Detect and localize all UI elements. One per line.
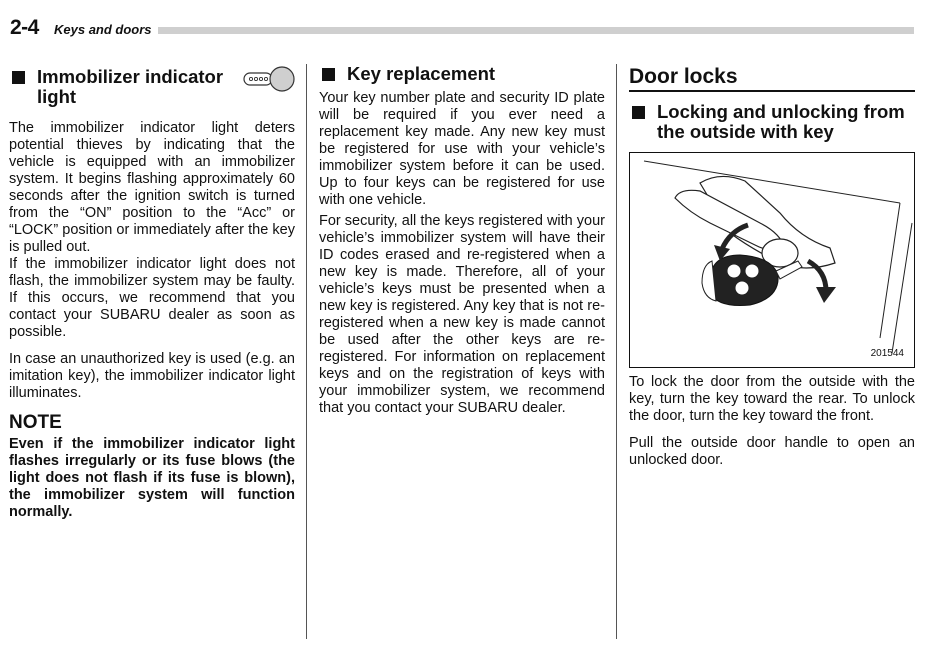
column-door-locks <box>629 64 915 469</box>
square-bullet-icon <box>632 106 645 119</box>
key-replacement-paragraph-2: For security, all the keys registered with your vehicle’s immobilizer system will have their ID codes erased and re-registered when a new key is made. Therefore, all of your vehicle’s keys must be presented when a new key is registered. Any key that is not re-registered when a new key is made cannot be used after the other keys are re-registered. For information on replacement keys and on the registration of keys with your immobilizer system, we recommend that you contact your SUBARU dealer. <box>319 213 605 416</box>
column-immobilizer <box>9 64 295 521</box>
section-heading-locking: Locking and unlocking from the outside with key <box>629 102 915 142</box>
header-bar <box>158 27 914 34</box>
section-heading-immobilizer: Immobilizer indicator light <box>9 67 295 107</box>
column-key-replacement <box>319 64 605 417</box>
heading-rule <box>629 90 915 92</box>
door-locks-heading: Door locks <box>629 65 738 88</box>
immobilizer-paragraph-1: The immobilizer indicator light deters potential thieves by indicating that the vehicle is equipped with an immobilizer system. It begins flashing approximately 60 seconds after the ignition switch is turned from the “ON” position to the “Acc” or “LOCK” position or immediately after the key is pulled out. <box>9 120 295 255</box>
note-title: NOTE <box>9 412 62 433</box>
square-bullet-icon <box>12 71 25 84</box>
door-locks-paragraph-1: To lock the door from the outside with the key, turn the key toward the rear. To unlock the door, turn the key toward the front. <box>629 373 915 424</box>
immobilizer-paragraph-2: If the immobilizer indicator light does not flash, the immobilizer system may be faulty. If this occurs, we recommend that you contact your SUBARU dealer as soon as possible. <box>9 256 295 340</box>
door-lock-figure <box>629 152 915 368</box>
immobilizer-paragraph-3: In case an unauthorized key is used (e.g. an imitation key), the immobilizer indicator light illuminates. <box>9 351 295 401</box>
square-bullet-icon <box>322 68 335 81</box>
column-divider <box>616 64 617 639</box>
section-heading-key-replacement: Key replacement <box>319 64 605 84</box>
figure-number: 201544 <box>870 347 904 359</box>
door-locks-paragraph-2: Pull the outside door handle to open an unlocked door. <box>629 434 915 468</box>
column-divider <box>306 64 307 639</box>
page-number: 2-4 <box>10 16 39 39</box>
page-header <box>8 14 914 38</box>
key-replacement-paragraph-1: Your key number plate and security ID plate will be required if you ever need a replacement key made. Any new key must be registered for use with your vehicle’s immobilizer system before it can be used. Up to four keys can be registered for use with one vehicle. <box>319 90 605 208</box>
key-icon <box>240 65 296 98</box>
door-handle-illustration <box>630 153 914 367</box>
note-text: Even if the immobilizer indicator light flashes irregularly or its fuse blows (the light does not flash if its fuse is blown), the immobilizer system will function normally. <box>9 436 295 520</box>
section-title: Keys and doors <box>54 22 152 37</box>
